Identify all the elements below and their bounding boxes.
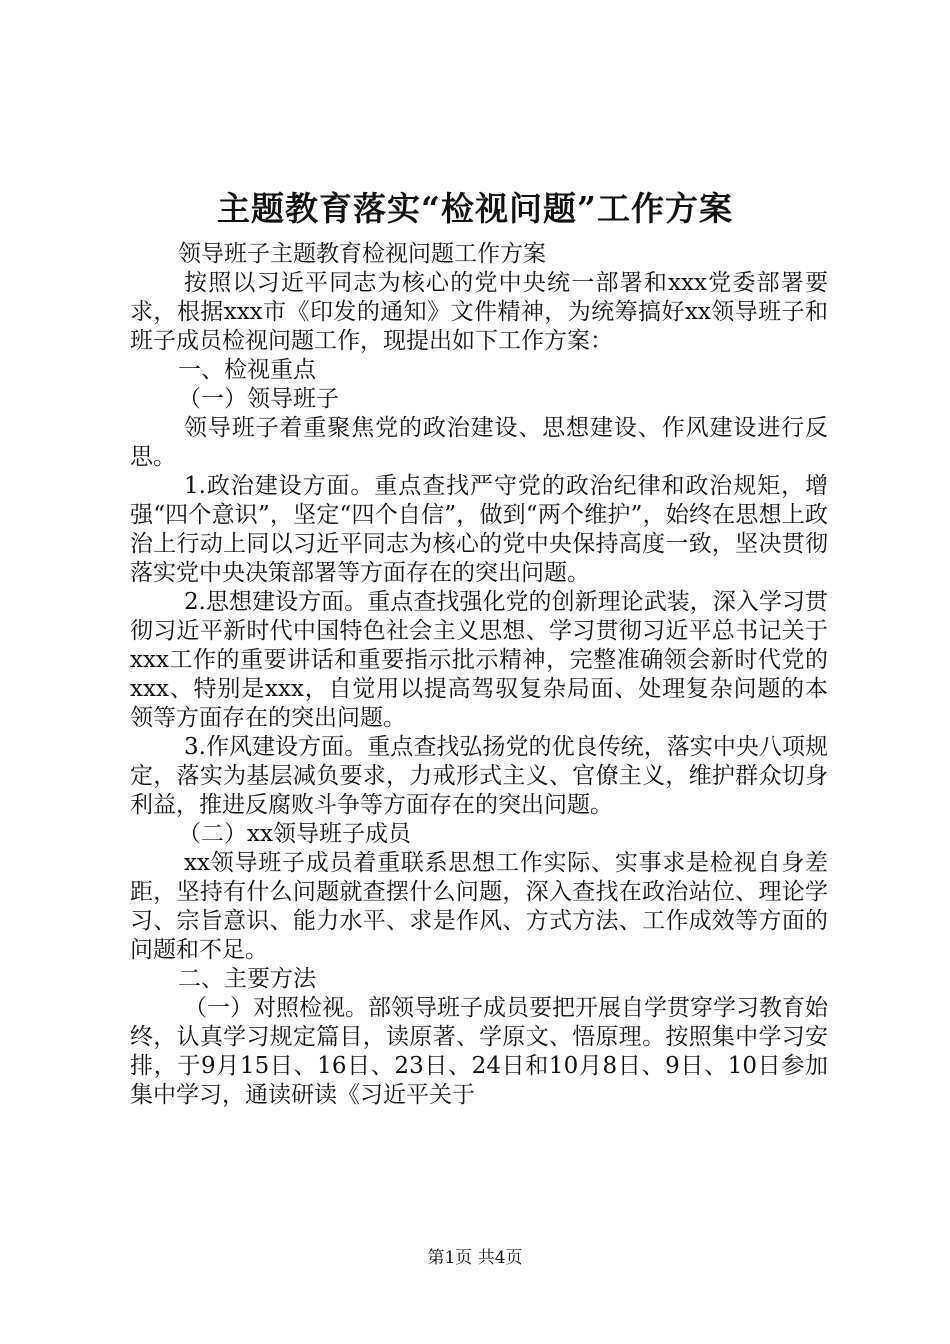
paragraph: 按照以习近平同志为核心的党中央统一部署和xxx党委部署要求，根据xxx市《印发的通知》文件精神，为统筹搞好xx领导班子和班子成员检视问题工作，现提出如下工作方案： xyxy=(130,270,828,354)
paragraph: 1.政治建设方面。重点查找严守党的政治纪律和政治规矩，增强“四个意识”，坚定“四个自信”，做到“两个维护”，始终在思想上政治上行动上同以习近平同志为核心的党中央保持高度一致，坚决贯彻落实党中央决策部署等方面存在的突出问题。 xyxy=(130,473,828,586)
subsection-heading: （二）xx领导班子成员 xyxy=(178,821,411,847)
paragraph: xx领导班子成员着重联系思想工作实际、实事求是检视自身差距，坚持有什么问题就查摆什么问题，深入查找在政治站位、理论学习、宗旨意识、能力水平、求是作风、方式方法、工作成效等方面的问题和不足。 xyxy=(130,850,828,963)
paragraph: （一）对照检视。部领导班子成员要把开展自学贯穿学习教育始终，认真学习规定篇目，读原著、学原文、悟原理。按照集中学习安排，于9月15日、16日、23日、24日和10月8日、9日、10日参加集中学习，通读研读《习近平关于 xyxy=(130,995,828,1108)
document-title: 主题教育落实“检视问题”工作方案 xyxy=(217,189,733,228)
paragraph: 2.思想建设方面。重点查找强化党的创新理论武装，深入学习贯彻习近平新时代中国特色社会主义思想、学习贯彻习近平总书记关于xxx工作的重要讲话和重要指示批示精神，完整准确领会新时代党的xxx、特别是xxx，自觉用以提高驾驭复杂局面、处理复杂问题的本领等方面存在的突出问题。 xyxy=(130,589,828,731)
subsection-heading: （一）领导班子 xyxy=(178,386,339,412)
page-number: 第1页 共4页 xyxy=(427,1248,523,1268)
section-heading: 一、检视重点 xyxy=(178,357,316,383)
paragraph: 领导班子着重聚焦党的政治建设、思想建设、作风建设进行反思。 xyxy=(130,415,828,470)
paragraph-subtitle: 领导班子主题教育检视问题工作方案 xyxy=(178,241,546,267)
paragraph: 3.作风建设方面。重点查找弘扬党的优良传统，落实中央八项规定，落实为基层减负要求，力戒形式主义、官僚主义，维护群众切身利益，推进反腐败斗争等方面存在的突出问题。 xyxy=(130,734,828,818)
section-heading: 二、主要方法 xyxy=(178,966,316,992)
document-body xyxy=(130,240,828,1110)
